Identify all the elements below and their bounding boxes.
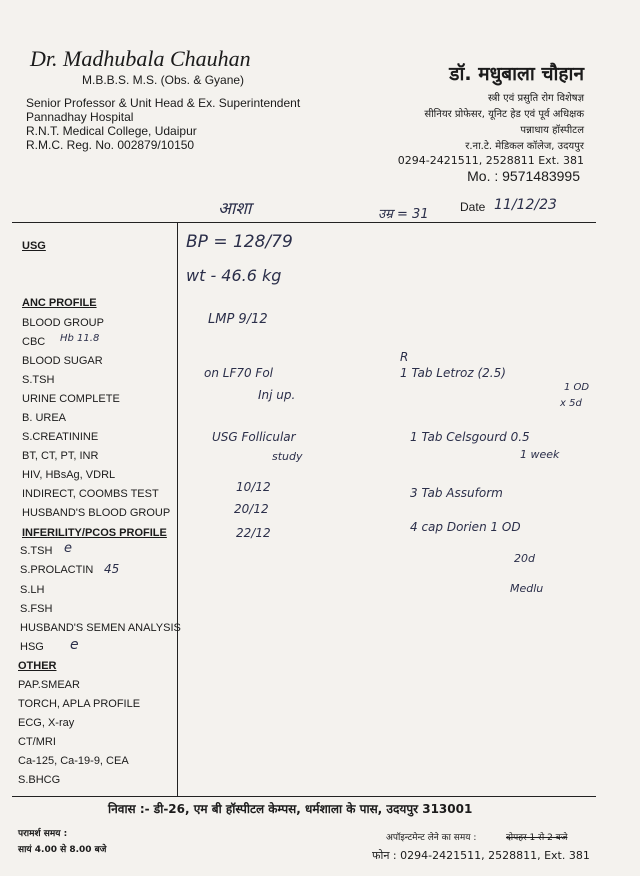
history-note: Inj up. [258, 388, 296, 402]
rx-line: 1 OD [564, 382, 590, 393]
anc-item: INDIRECT, COOMBS TEST [22, 488, 159, 500]
history-note: on LF70 Fol [204, 366, 274, 380]
rx-line: 1 week [520, 448, 560, 461]
usg-heading: USG [22, 240, 46, 252]
bp-note: BP = 128/79 [186, 232, 293, 252]
appointment-label: अपॉइन्टमेन्ट लेने का समय : [386, 833, 477, 843]
rx-line: 3 Tab Assuform [410, 486, 503, 500]
prolactin-note: 45 [104, 562, 120, 576]
rx-line: Medlu [510, 582, 544, 595]
inf-item: S.LH [20, 584, 45, 596]
rx-line: 1 Tab Letroz (2.5) [400, 366, 506, 380]
doctor-name: Dr. Madhubala Chauhan [30, 46, 251, 71]
rx-symbol: R [400, 350, 409, 364]
consult-time: सायं 4.00 से 8.00 बजे [18, 845, 107, 855]
other-item: PAP.SMEAR [18, 679, 80, 691]
designation-hindi: सीनियर प्रोफेसर, यूनिट हेड एवं पूर्व अधिक्षक [424, 109, 584, 120]
designation: Senior Professor & Unit Head & Ex. Superintendent [26, 96, 301, 110]
date-value: 11/12/23 [494, 197, 557, 213]
other-item: Ca-125, Ca-19-9, CEA [18, 755, 129, 767]
inf-item: HSG [20, 641, 44, 653]
inf-item: S.PROLACTIN [20, 564, 94, 576]
consult-label: परामर्श समय : [18, 829, 68, 839]
sidebar-divider [177, 222, 178, 796]
anc-item: B. UREA [22, 412, 67, 424]
inf-item: S.TSH [20, 545, 53, 557]
anc-item: CBC [22, 336, 46, 348]
qualification: M.B.B.S. M.S. (Obs. & Gyane) [82, 73, 245, 87]
residence-address: निवास :- डी-26, एम बी हॉस्पीटल केम्पस, धर्मशाला के पास, उदयपुर 313001 [108, 802, 473, 816]
anc-item: HIV, HBsAg, VDRL [22, 469, 116, 481]
anc-heading: ANC PROFILE [22, 297, 97, 309]
rx-line: 20d [514, 552, 535, 565]
doctor-name-hindi: डॉ. मधुबाला चौहान [449, 63, 584, 85]
cbc-note: Hb 11.8 [60, 333, 100, 344]
rx-line: x 5d [560, 398, 582, 409]
date-note: 22/12 [236, 526, 271, 540]
usg-note: USG Follicular [212, 430, 296, 444]
date-note: 20/12 [234, 502, 269, 516]
mobile: Mo. : 9571483995 [467, 168, 580, 184]
date-note: 10/12 [236, 480, 271, 494]
other-item: CT/MRI [18, 736, 56, 748]
appointment-time: दोपहर 1 से 2 बजे [506, 833, 568, 843]
hospital-hindi: पन्नाधाय हॉस्पीटल [520, 125, 584, 136]
phone: 0294-2421511, 2528811 Ext. 381 [397, 154, 584, 167]
anc-item: S.TSH [22, 374, 55, 386]
hospital: Pannadhay Hospital [26, 110, 134, 124]
lmp-note: LMP 9/12 [208, 312, 268, 327]
footer-phone: फोन : 0294-2421511, 2528811, Ext. 381 [372, 849, 590, 862]
usg-note: study [272, 450, 303, 463]
anc-item: HUSBAND'S BLOOD GROUP [22, 507, 171, 519]
hsg-note: e [70, 637, 79, 653]
weight-note: wt - 46.6 kg [186, 266, 282, 285]
patient-name: आशा [218, 199, 252, 219]
inf-item: S.FSH [20, 603, 53, 615]
patient-age: उम्र = 31 [378, 207, 429, 222]
anc-item: URINE COMPLETE [22, 393, 120, 405]
rx-line: 1 Tab Celsgourd 0.5 [410, 430, 530, 444]
reg-number: R.M.C. Reg. No. 002879/10150 [26, 138, 195, 152]
infertility-heading: INFERILITY/PCOS PROFILE [22, 527, 167, 539]
speciality-hindi: स्त्री एवं प्रसुति रोग विशेषज्ञ [488, 93, 584, 104]
anc-item: BLOOD GROUP [22, 317, 104, 329]
header-divider [12, 222, 596, 223]
other-item: TORCH, APLA PROFILE [18, 698, 141, 710]
inf-item: HUSBAND'S SEMEN ANALYSIS [20, 622, 181, 634]
anc-item: BLOOD SUGAR [22, 355, 103, 367]
date-label: Date [460, 200, 486, 214]
anc-item: S.CREATININE [22, 431, 99, 443]
anc-item: BT, CT, PT, INR [22, 450, 99, 462]
tsh-note: e [64, 541, 72, 556]
other-heading: OTHER [18, 660, 57, 672]
college-hindi: र.ना.टे. मेडिकल कॉलेज, उदयपुर [465, 141, 584, 152]
rx-line: 4 cap Dorien 1 OD [410, 520, 521, 534]
other-item: ECG, X-ray [18, 717, 75, 729]
college: R.N.T. Medical College, Udaipur [26, 124, 197, 138]
footer-divider [12, 796, 596, 797]
other-item: S.BHCG [18, 774, 61, 786]
